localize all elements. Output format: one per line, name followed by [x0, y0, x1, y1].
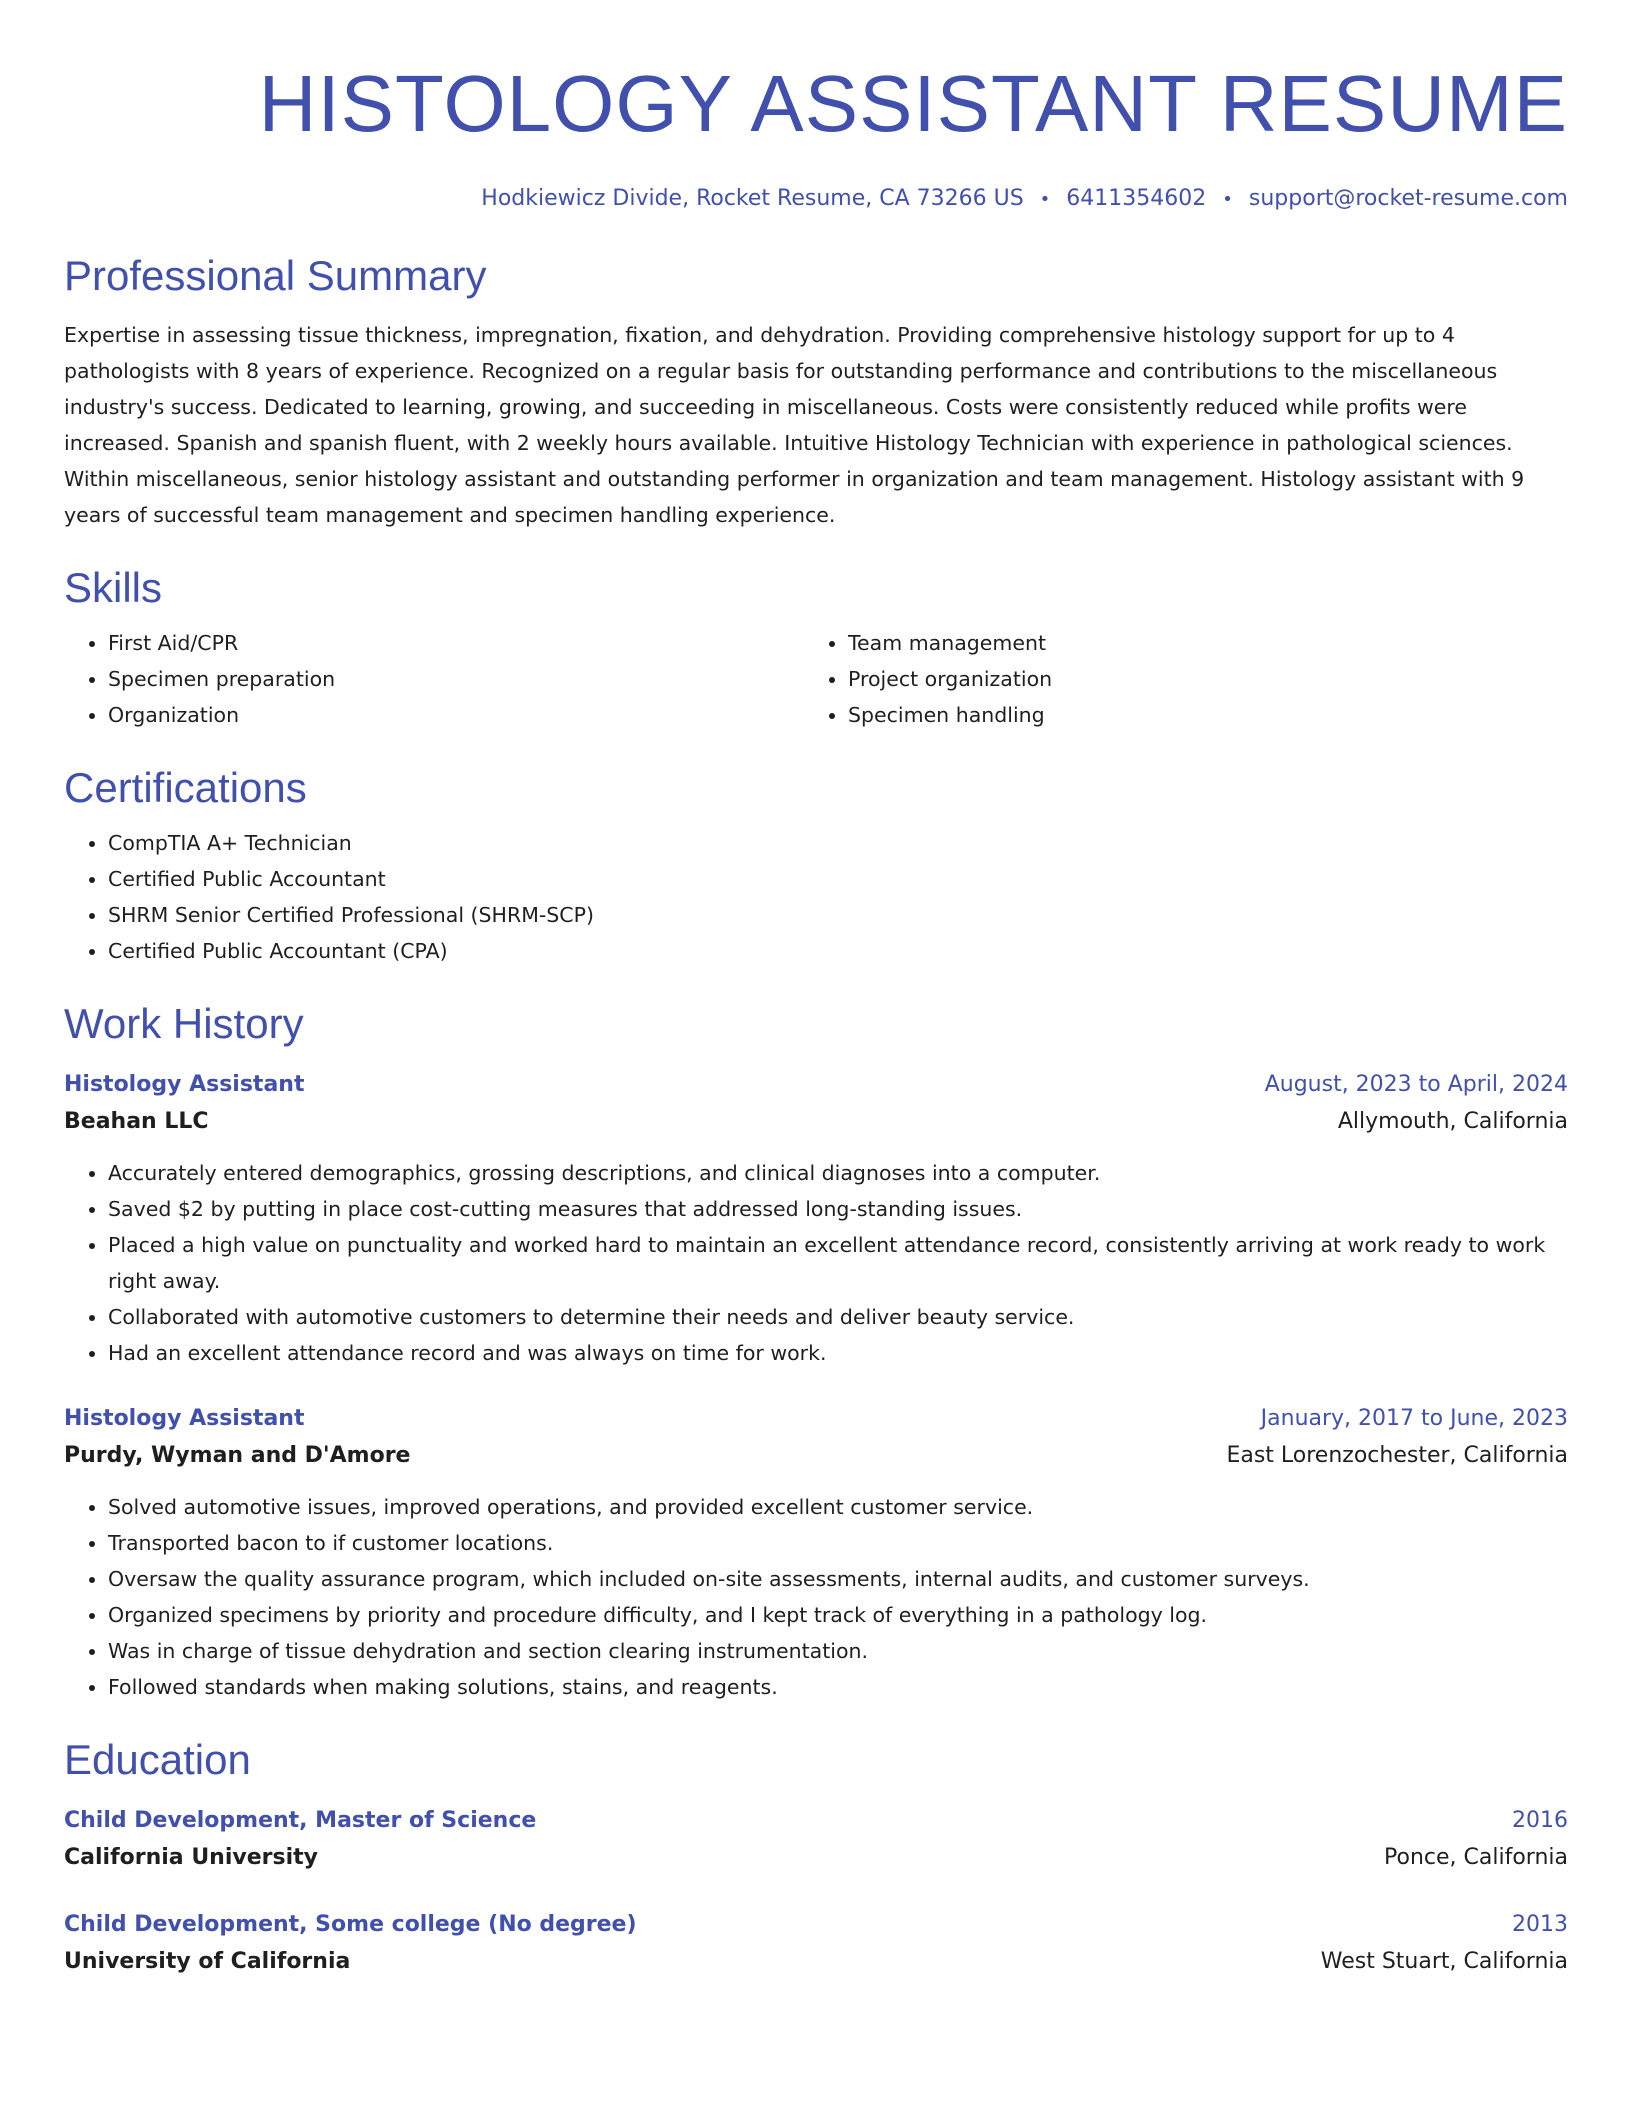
certification-item: • CompTIA A+ Technician [108, 825, 1568, 861]
job-title-row [64, 1401, 1568, 1437]
contact-separator: • [1039, 189, 1051, 210]
certification-item: • SHRM Senior Certified Professional (SHRM-SCP) [108, 897, 1568, 933]
job-location: Allymouth, California [1337, 1109, 1568, 1134]
job-bullets [64, 1489, 1568, 1705]
contact-separator: • [1222, 189, 1233, 210]
contact-line [64, 184, 1568, 215]
skills-section [64, 563, 1568, 733]
job-title: Histology Assistant [64, 1406, 305, 1431]
skills-list-left [64, 625, 804, 733]
skill-item: • First Aid/CPR [108, 625, 804, 661]
summary-text: Expertise in assessing tissue thickness, impregnation, fixation, and dehydration. Providing comprehensive histology support for up to 4 pathologists with 8 years of experience. Recognized on a regular basis for outstanding performance and contributions to the miscellaneous industry's success. Dedicated to learning, growing, and succeeding in miscellaneous. Costs were consistently reduced while profits were increased. Spanish and spanish fluent, with 2 weekly hours available. Intuitive Histology Technician with experience in pathological sciences. Within miscellaneous, senior histology assistant and outstanding performer in organization and team management. Histology assistant with 9 years of successful team management and specimen handling experience. [64, 323, 1525, 527]
job-company: Beahan LLC [64, 1109, 209, 1134]
education-section [64, 1735, 1568, 1981]
job-bullet: • Oversaw the quality assurance program, which included on-site assessments, internal audits, and customer surveys. [108, 1561, 1568, 1597]
job-bullet: • Placed a high value on punctuality and worked hard to maintain an excellent attendance record, consistently arriving at work ready to work right away. [108, 1227, 1568, 1299]
education-year: 2013 [1512, 1912, 1568, 1937]
job-bullet: • Was in charge of tissue dehydration and section clearing instrumentation. [108, 1633, 1568, 1669]
job-company: Purdy, Wyman and D'Amore [64, 1443, 411, 1468]
job-entry [64, 1067, 1568, 1371]
certifications-list [64, 825, 1568, 969]
certification-item: • Certified Public Accountant [108, 861, 1568, 897]
job-title-row [64, 1067, 1568, 1103]
skill-item: • Team management [848, 625, 1544, 661]
job-bullet: • Transported bacon to if customer locations. [108, 1525, 1568, 1561]
work-history-heading: Work History [64, 1000, 304, 1047]
education-degree: Child Development, Some college (No degree) [64, 1912, 637, 1937]
education-school: California University [64, 1845, 318, 1870]
contact-phone: 6411354602 [1066, 186, 1207, 211]
education-location: Ponce, California [1384, 1845, 1568, 1870]
contact-address: Hodkiewicz Divide, Rocket Resume, CA 73266 US [481, 186, 1024, 211]
summary-section [64, 251, 1568, 533]
education-entry [64, 1803, 1568, 1877]
education-degree: Child Development, Master of Science [64, 1808, 537, 1833]
education-location: West Stuart, California [1320, 1949, 1568, 1974]
education-entry [64, 1907, 1568, 1981]
contact-email: support@rocket-resume.com [1248, 186, 1568, 211]
skills-grid [64, 625, 1568, 733]
certifications-section [64, 763, 1568, 969]
job-dates: August, 2023 to April, 2024 [1264, 1072, 1568, 1097]
job-bullet: • Had an excellent attendance record and was always on time for work. [108, 1335, 1568, 1371]
job-location: East Lorenzochester, California [1226, 1443, 1568, 1468]
skill-item: • Specimen handling [848, 697, 1544, 733]
page-title: HISTOLOGY ASSISTANT RESUME [258, 59, 1568, 148]
job-bullet: • Organized specimens by priority and procedure difficulty, and I kept track of everything in a pathology log. [108, 1597, 1568, 1633]
education-year: 2016 [1512, 1808, 1568, 1833]
job-bullet: • Saved $2 by putting in place cost-cutting measures that addressed long-standing issues. [108, 1191, 1568, 1227]
resume-header [64, 56, 1568, 215]
certifications-heading: Certifications [64, 764, 307, 811]
job-company-row [64, 1437, 1568, 1475]
education-degree-row [64, 1803, 1568, 1839]
education-degree-row [64, 1907, 1568, 1943]
education-heading: Education [64, 1736, 251, 1783]
job-bullet: • Collaborated with automotive customers to determine their needs and deliver beauty service. [108, 1299, 1568, 1335]
skill-item: • Organization [108, 697, 804, 733]
job-title: Histology Assistant [64, 1072, 305, 1097]
summary-heading: Professional Summary [64, 252, 487, 299]
education-school-row [64, 1943, 1568, 1981]
education-school-row [64, 1839, 1568, 1877]
skills-list-right [804, 625, 1544, 733]
job-bullet: • Accurately entered demographics, grossing descriptions, and clinical diagnoses into a computer. [108, 1155, 1568, 1191]
skill-item: • Project organization [848, 661, 1544, 697]
job-dates: January, 2017 to June, 2023 [1260, 1406, 1568, 1431]
job-bullet: • Solved automotive issues, improved operations, and provided excellent customer service. [108, 1489, 1568, 1525]
job-entry [64, 1401, 1568, 1705]
job-bullets [64, 1155, 1568, 1371]
skills-heading: Skills [64, 564, 163, 611]
job-company-row [64, 1103, 1568, 1141]
job-bullet: • Followed standards when making solutions, stains, and reagents. [108, 1669, 1568, 1705]
skill-item: • Specimen preparation [108, 661, 804, 697]
certification-item: • Certified Public Accountant (CPA) [108, 933, 1568, 969]
work-history-section [64, 999, 1568, 1705]
education-school: University of California [64, 1949, 351, 1974]
